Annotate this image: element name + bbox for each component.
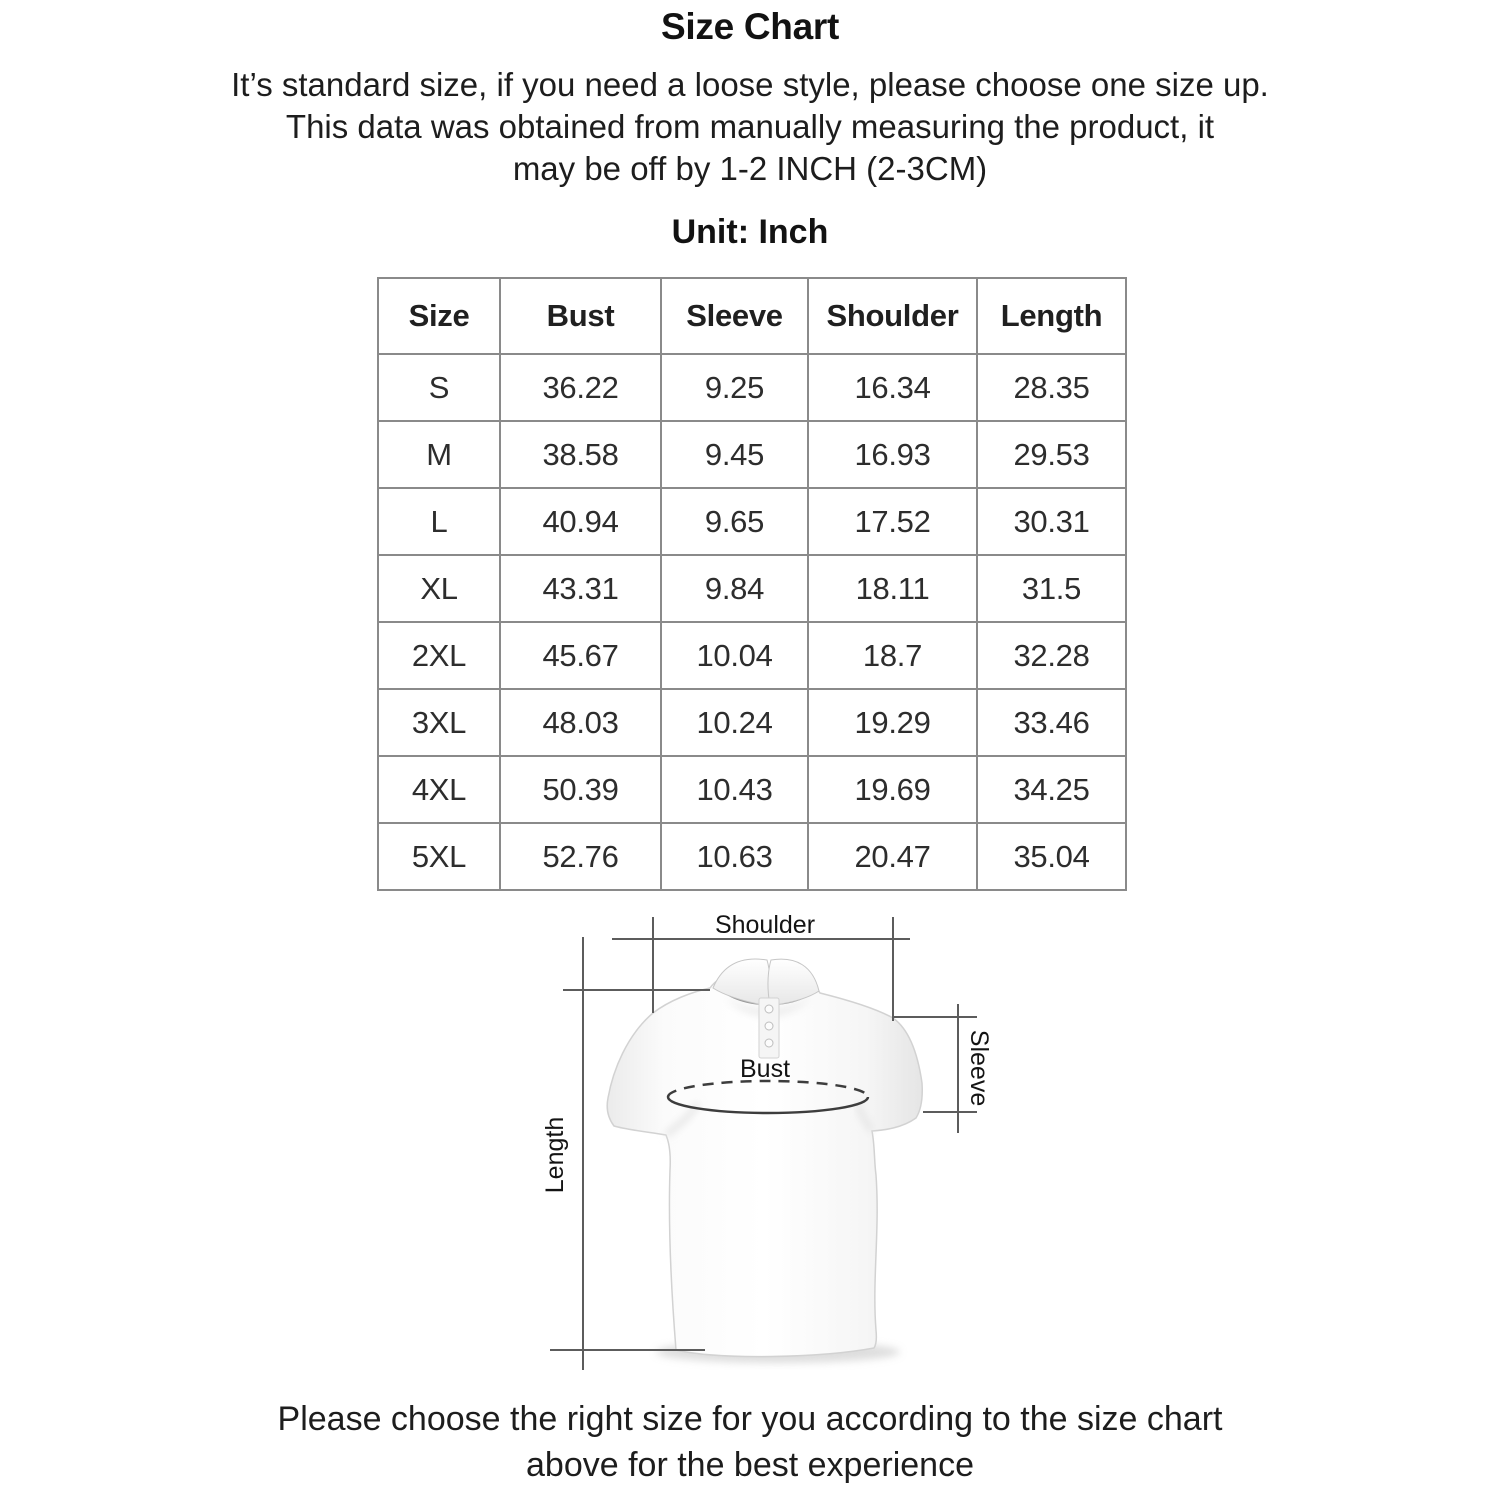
table-row — [378, 354, 1126, 421]
cell-length: 32.28 — [977, 622, 1126, 689]
shirt-button — [765, 1005, 773, 1013]
size-note-line: This data was obtained from manually measuring the product, it — [285, 108, 1215, 145]
cell-bust: 52.76 — [500, 823, 661, 890]
table-row — [378, 421, 1126, 488]
table-row — [378, 689, 1126, 756]
unit-label: Unit: Inch — [671, 213, 829, 251]
size-note-line: It’s standard size, if you need a loose style, please choose one size up. — [231, 66, 1269, 103]
cell-length: 33.46 — [977, 689, 1126, 756]
cell-bust: 36.22 — [500, 354, 661, 421]
cell-sleeve: 10.43 — [661, 756, 808, 823]
col-header-shoulder: Shoulder — [808, 278, 977, 354]
cell-size: XL — [378, 555, 500, 622]
bust-label: Bust — [739, 1055, 791, 1083]
cell-size: S — [378, 354, 500, 421]
table-row — [378, 823, 1126, 890]
cell-bust: 50.39 — [500, 756, 661, 823]
cell-bust: 48.03 — [500, 689, 661, 756]
cell-shoulder: 16.34 — [808, 354, 977, 421]
cell-shoulder: 17.52 — [808, 488, 977, 555]
footer-note — [0, 1396, 1500, 1488]
cell-shoulder: 18.11 — [808, 555, 977, 622]
cell-length: 35.04 — [977, 823, 1126, 890]
col-header-size: Size — [378, 278, 500, 354]
cell-sleeve: 10.24 — [661, 689, 808, 756]
cell-sleeve: 9.25 — [661, 354, 808, 421]
sleeve-label: Sleeve — [965, 1029, 993, 1107]
table-row — [378, 555, 1126, 622]
cell-shoulder: 19.29 — [808, 689, 977, 756]
table-row — [378, 622, 1126, 689]
cell-size: 5XL — [378, 823, 500, 890]
cell-bust: 45.67 — [500, 622, 661, 689]
cell-sleeve: 9.84 — [661, 555, 808, 622]
page-title: Size Chart — [661, 6, 839, 47]
cell-sleeve: 10.04 — [661, 622, 808, 689]
cell-shoulder: 16.93 — [808, 421, 977, 488]
table-row — [378, 756, 1126, 823]
cell-length: 28.35 — [977, 354, 1126, 421]
length-label: Length — [541, 1116, 569, 1194]
cell-sleeve: 9.45 — [661, 421, 808, 488]
footer-line: above for the best experience — [526, 1446, 974, 1484]
col-header-sleeve: Sleeve — [661, 278, 808, 354]
shoulder-label: Shoulder — [714, 911, 816, 939]
cell-size: L — [378, 488, 500, 555]
footer-line: Please choose the right size for you according to the size chart — [277, 1400, 1223, 1438]
cell-bust: 38.58 — [500, 421, 661, 488]
cell-size: 3XL — [378, 689, 500, 756]
cell-sleeve: 10.63 — [661, 823, 808, 890]
cell-size: M — [378, 421, 500, 488]
polo-shirt-illustration — [607, 959, 922, 1357]
table-row — [378, 488, 1126, 555]
cell-length: 29.53 — [977, 421, 1126, 488]
cell-bust: 43.31 — [500, 555, 661, 622]
col-header-length: Length — [977, 278, 1126, 354]
cell-sleeve: 9.65 — [661, 488, 808, 555]
cell-bust: 40.94 — [500, 488, 661, 555]
table-header-row — [378, 278, 1126, 354]
shirt-button — [765, 1022, 773, 1030]
col-header-bust: Bust — [500, 278, 661, 354]
cell-size: 4XL — [378, 756, 500, 823]
cell-size: 2XL — [378, 622, 500, 689]
size-note-line: may be off by 1-2 INCH (2-3CM) — [512, 150, 988, 187]
cell-shoulder: 20.47 — [808, 823, 977, 890]
cell-length: 34.25 — [977, 756, 1126, 823]
shirt-measurement-diagram — [520, 900, 1020, 1390]
size-note — [0, 64, 1500, 190]
cell-length: 31.5 — [977, 555, 1126, 622]
shirt-button — [765, 1039, 773, 1047]
cell-shoulder: 18.7 — [808, 622, 977, 689]
cell-length: 30.31 — [977, 488, 1126, 555]
cell-shoulder: 19.69 — [808, 756, 977, 823]
size-table — [377, 277, 1127, 891]
